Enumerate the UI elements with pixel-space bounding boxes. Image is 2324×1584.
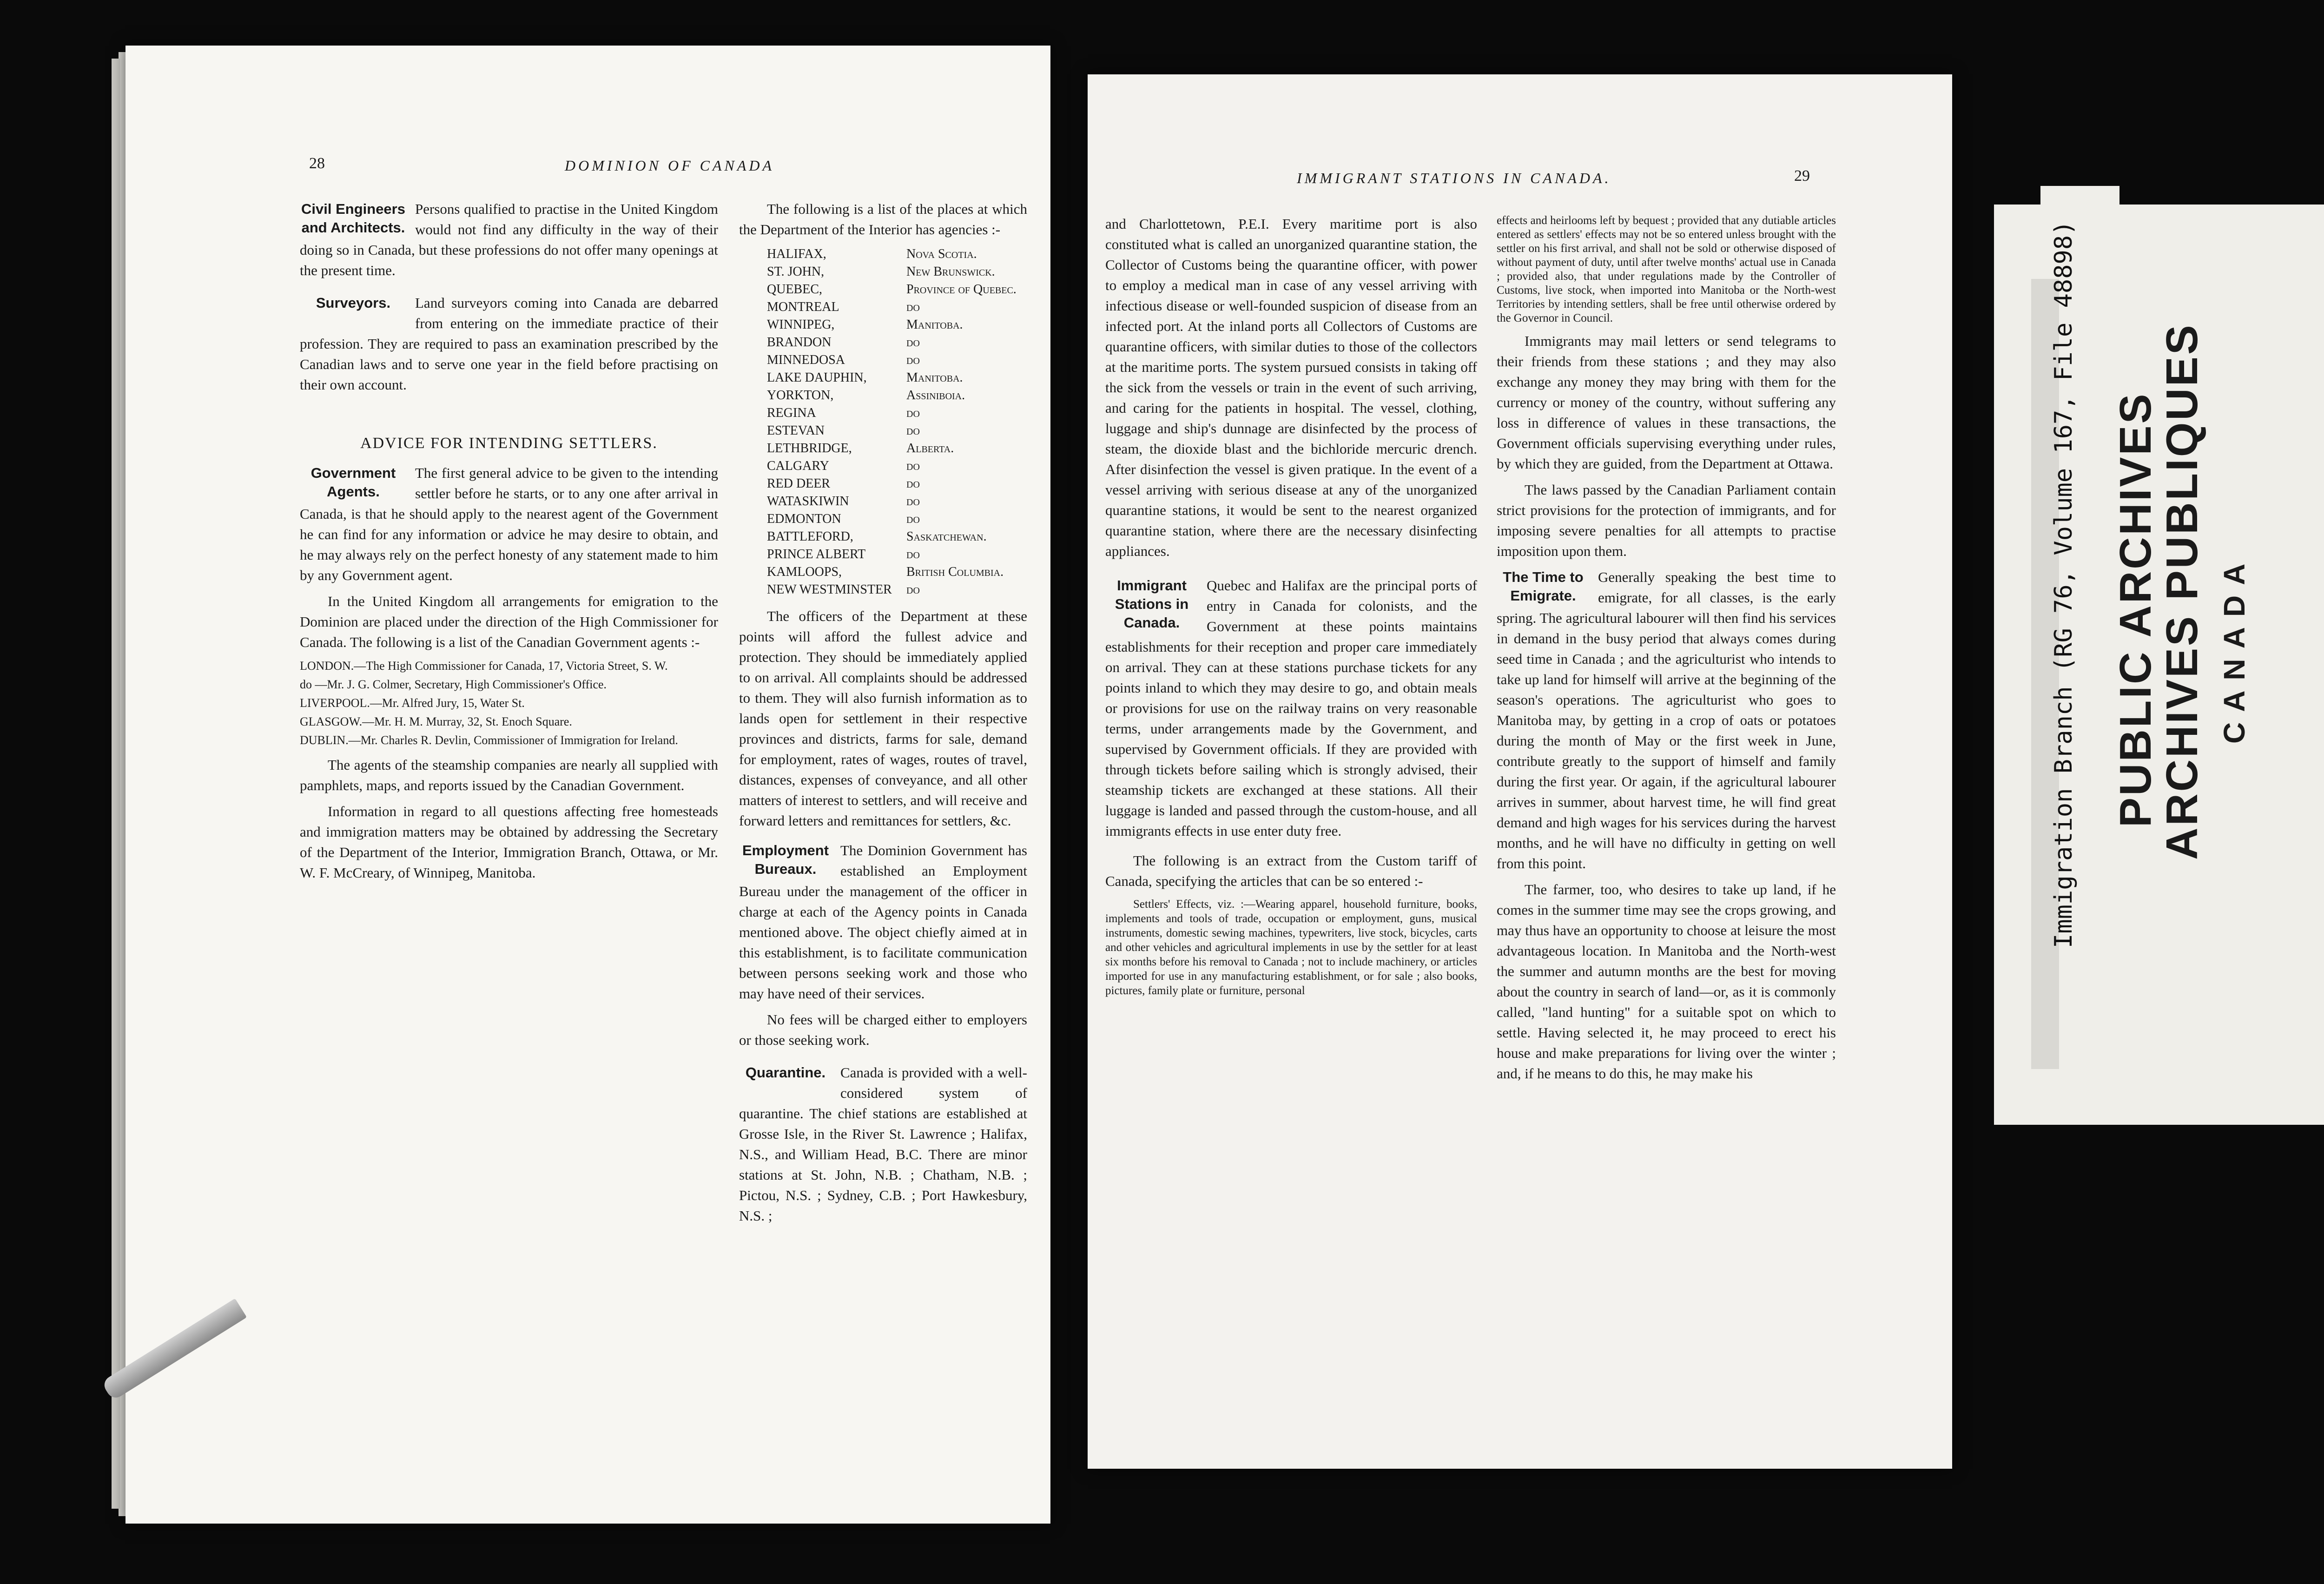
agency-places-list	[767, 245, 1027, 599]
time-to-emigrate-text: Generally speaking the best time to emigrate, for all classes, is the early spring. The agricultural labourer will then find his services in demand in the busy period that always comes during seed time in Canada ; and the agriculturist who intends to take up land for himself will arrive at the beginning of the season's operations. The agriculturist who goes to Manitoba may, by getting in a crop of oats or potatoes during the month of May or the first week in June, contribute greatly to the support of himself and family during the first year. Or again, if the agricultural labourer arrives in summer, about harvest time, he will find great demand and high wages for his services during the harvest months, and he will have no difficulty in getting on well from this point.	[1497, 569, 1836, 871]
uk-arrangements-text: In the United Kingdom all arrangements for emigration to the Dominion are placed under the direction of the High Commissioner for Canada. The following is a list of the Canadian Government agents :-	[300, 593, 718, 650]
sidenote-civil-engineers: Civil Engineers and Architects.	[301, 201, 405, 236]
place-row: REGINA do	[767, 406, 920, 420]
page-number: 28	[309, 155, 325, 172]
place-row: HALIFAX, Nova Scotia.	[767, 247, 977, 261]
place-row: NEW WESTMINSTER do	[767, 582, 920, 597]
agents-list	[300, 658, 718, 748]
agent-entry: GLASGOW.—Mr. H. M. Murray, 32, St. Enoch Square.	[300, 715, 572, 728]
left-column-1	[300, 199, 718, 889]
place-row: ST. JOHN, New Brunswick.	[767, 264, 995, 279]
sidenote-employment-bureaux: Employment Bureaux.	[742, 842, 829, 877]
archive-stamp-country: CANADA	[2218, 553, 2251, 744]
agent-entry: do —Mr. J. G. Colmer, Secretary, High Commissioner's Office.	[300, 678, 607, 691]
tariff-intro: The following is an extract from the Custom tariff of Canada, specifying the articles that can be so entered :-	[1105, 852, 1477, 889]
officers-text: The officers of the Department at these points will afford the fullest advice and protection. They should be immediately applied to on arrival. All complaints should be addressed to them. They will also furnish information as to lands open for settlement in their respective provinces and districts, farms for sale, demand for employment, rates of wages, routes of travel, distances, expenses of conveyance, and all other matters of interest to settlers, and will receive and forward letters and remittances for settlers, &c.	[739, 608, 1027, 829]
place-row: QUEBEC, Province of Quebec.	[767, 282, 1017, 297]
place-row: CALGARY do	[767, 459, 920, 473]
archive-stamp-french: ARCHIVES PUBLIQUES	[2157, 323, 2207, 860]
right-column-2	[1497, 214, 1836, 1089]
archive-reference: Immigration Branch (RG 76, Volume 167, File 48898)	[2050, 220, 2078, 948]
sidenote-surveyors: Surveyors.	[316, 295, 391, 311]
place-row: ESTEVAN do	[767, 423, 920, 438]
immigrants-text: Immigrants may mail letters or send telegrams to their friends from these stations ; and they may also exchange any money they may bring with them for the currency or money of the country, without suffering any loss in difference of values in these transactions, the Government officials supervising everything under rules, by which they are guided, from the Department at Ottawa.	[1497, 333, 1836, 472]
sidenote-government-agents: Government Agents.	[310, 465, 396, 500]
archive-stamp-english: PUBLIC ARCHIVES	[2111, 392, 2160, 827]
running-head: IMMIGRANT STATIONS IN CANADA.	[1297, 170, 1611, 186]
left-page	[125, 46, 1050, 1524]
place-row: RED DEER do	[767, 476, 920, 491]
information-text: Information in regard to all questions affecting free homesteads and immigration matters may be obtained by addressing the Secretary of the Department of the Interior, Immigration Branch, Ottawa, or Mr. W. F. McCreary, of Winnipeg, Manitoba.	[300, 803, 718, 881]
agent-entry: LIVERPOOL.—Mr. Alfred Jury, 15, Water St.	[300, 696, 525, 710]
sidenote-immigrant-stations: Immigrant Stations in Canada.	[1115, 577, 1189, 631]
place-row: WATASKIWIN do	[767, 494, 920, 508]
running-head: DOMINION OF CANADA	[565, 157, 775, 174]
employment-text: The Dominion Government has established an Employment Bureau under the management of the officer in charge at each of the Agency points in Canada mentioned above. The object chiefly aimed at in this establishment, is to facilitate communication between persons seeking work and those who may have need of their services.	[739, 842, 1027, 1002]
place-row: WINNIPEG, Manitoba.	[767, 317, 963, 332]
agent-entry: LONDON.—The High Commissioner for Canada, 17, Victoria Street, S. W.	[300, 659, 668, 673]
tariff-quote: Settlers' Effects, viz. :—Wearing apparel, household furniture, books, implements and tools of trade, occupation or employment, guns, musical instruments, domestic sewing machines, typewriters, live stock, bicycles, carts and other vehicles and agricultural implements in use by the settler for at least six months before his removal to Canada ; not to include machinery, or articles imported for use in any manufacturing establishment, or for sale ; also books, pictures, family plate or furniture, personal	[1105, 898, 1477, 997]
section-heading-advice: ADVICE FOR INTENDING SETTLERS.	[360, 435, 658, 452]
no-fees-text: No fees will be charged either to employers or those seeking work.	[739, 1011, 1027, 1048]
civil-engineers-text: Persons qualified to practise in the United Kingdom would not find any difficulty in the way of their doing so in Canada, but these professions do not offer many openings at the present time.	[300, 201, 718, 278]
immigrant-stations-text: Quebec and Halifax are the principal ports of entry in Canada for colonists, and the Government at these points maintains establishments for their reception and proper care immediately on arrival. They can at these stations purchase tickets for any points inland to which they may desire to go, and obtain meals or provisions for use on the railway trains on very reasonable terms, under arrangements made by the Government, and supervised by Government officials. If they are provided with through tickets before sailing which is strongly advised, their steamship tickets are exchanged at these stations. All their luggage is landed and passed through the custom-house, and all immigrants effects in use enter duty free.	[1105, 577, 1477, 839]
steamship-text: The agents of the steamship companies are nearly all supplied with pamphlets, maps, and reports issued by the Canadian Government.	[300, 757, 718, 793]
quarantine-text: Canada is provided with a well-considered system of quarantine. The chief stations are established at Grosse Isle, in the River St. Lawrence ; Halifax, N.S., and William Head, B.C. There are minor stations at St. John, N.B. ; Chatham, N.B. ; Pictou, N.S. ; Sydney, C.B. ; Port Hawkesbury, N.S. ;	[739, 1064, 1027, 1224]
left-column-2	[739, 199, 1027, 1232]
farmer-text: The farmer, too, who desires to take up land, if he comes in the summer time may see the crops growing, and may thus have an opportunity to choose at leisure the most advantageous location. In Manitoba and the North-west the summer and autumn months are the best for moving about the country in search of land—or, as it is commonly called, "land hunting" for a suitable spot on which to settle. Having selected it, he may proceed to erect his house and make preparations for living over the winter ; and, if he means to do this, he may make his	[1497, 881, 1836, 1082]
place-row: BRANDON do	[767, 335, 920, 350]
place-row: LAKE DAUPHIN, Manitoba.	[767, 370, 963, 385]
page-number: 29	[1794, 167, 1810, 185]
right-page	[1088, 74, 1952, 1469]
place-row: KAMLOOPS, British Columbia.	[767, 565, 1004, 579]
place-row: BATTLEFORD, Saskatchewan.	[767, 529, 987, 544]
sidenote-time-to-emigrate: The Time to Emigrate.	[1503, 569, 1584, 604]
page-stack-edge	[112, 59, 120, 1509]
place-row: LETHBRIDGE, Alberta.	[767, 441, 954, 455]
maritime-text: and Charlottetown, P.E.I. Every maritime port is also constituted what is called an unorganized quarantine station, the Collector of Customs being the quarantine officer, with power to employ a medical man in case of any vessel arriving with infectious disease or well-founded suspicion of disease from an infected port. At the inland ports all Collectors of Customs are quarantine officers, with similar duties to those of the collectors at the maritime ports. The system pursued consists in taking off the sick from the vessels or train in the event of such arriving, and caring for the patients in hospital. The vessel, clothing, luggage and ship's dunnage are disinfected by the process of steam, the dioxide blast and the bichloride mercuric drench. After disinfection the vessel is given pratique. In the event of a vessel arriving with serious disease at any of the unorganized quarantine stations, it would be sent to the nearest organized quarantine station, where there are the necessary disinfecting appliances.	[1105, 216, 1477, 559]
tariff-quote-continued: effects and heirlooms left by bequest ; provided that any dutiable articles entered as settlers' effects may not be so entered unless brought with the settler on his first arrival, and shall not be sold or otherwise disposed of without payment of duty, until after twelve months' actual use in Canada ; provided also, that under regulations made by the Controller of Customs, live stock, when imported into Manitoba or the North-west Territories by intending settlers, shall be free until otherwise ordered by the Governor in Council.	[1497, 214, 1836, 324]
place-row: MONTREAL do	[767, 300, 920, 314]
place-row: MINNEDOSA do	[767, 353, 920, 367]
place-row: YORKTON, Assiniboia.	[767, 388, 965, 403]
places-intro: The following is a list of the places at which the Department of the Interior has agencies :-	[739, 201, 1027, 238]
surveyors-text: Land surveyors coming into Canada are debarred from entering on the immediate practice of their profession. They are required to pass an examination prescribed by the Canadian laws and to serve one year in the field before practising on their own account.	[300, 295, 718, 393]
place-row: EDMONTON do	[767, 512, 920, 526]
agent-entry: DUBLIN.—Mr. Charles R. Devlin, Commissioner of Immigration for Ireland.	[300, 733, 678, 747]
right-column-1	[1105, 214, 1477, 1003]
sidenote-quarantine: Quarantine.	[745, 1064, 826, 1081]
laws-text: The laws passed by the Canadian Parliament contain strict provisions for the protection of immigrants, and for imposing severe penalties for all attempts to practise imposition upon them.	[1497, 482, 1836, 559]
place-row: PRINCE ALBERT do	[767, 547, 920, 561]
government-agents-text: The first general advice to be given to the intending settler before he starts, or to any one after arrival in Canada, is that he should apply to the nearest agent of the Government he can find for any information or advice he may desire to obtain, and he may always rely on the perfect honesty of any statement made to him by any Government agent.	[300, 465, 718, 583]
